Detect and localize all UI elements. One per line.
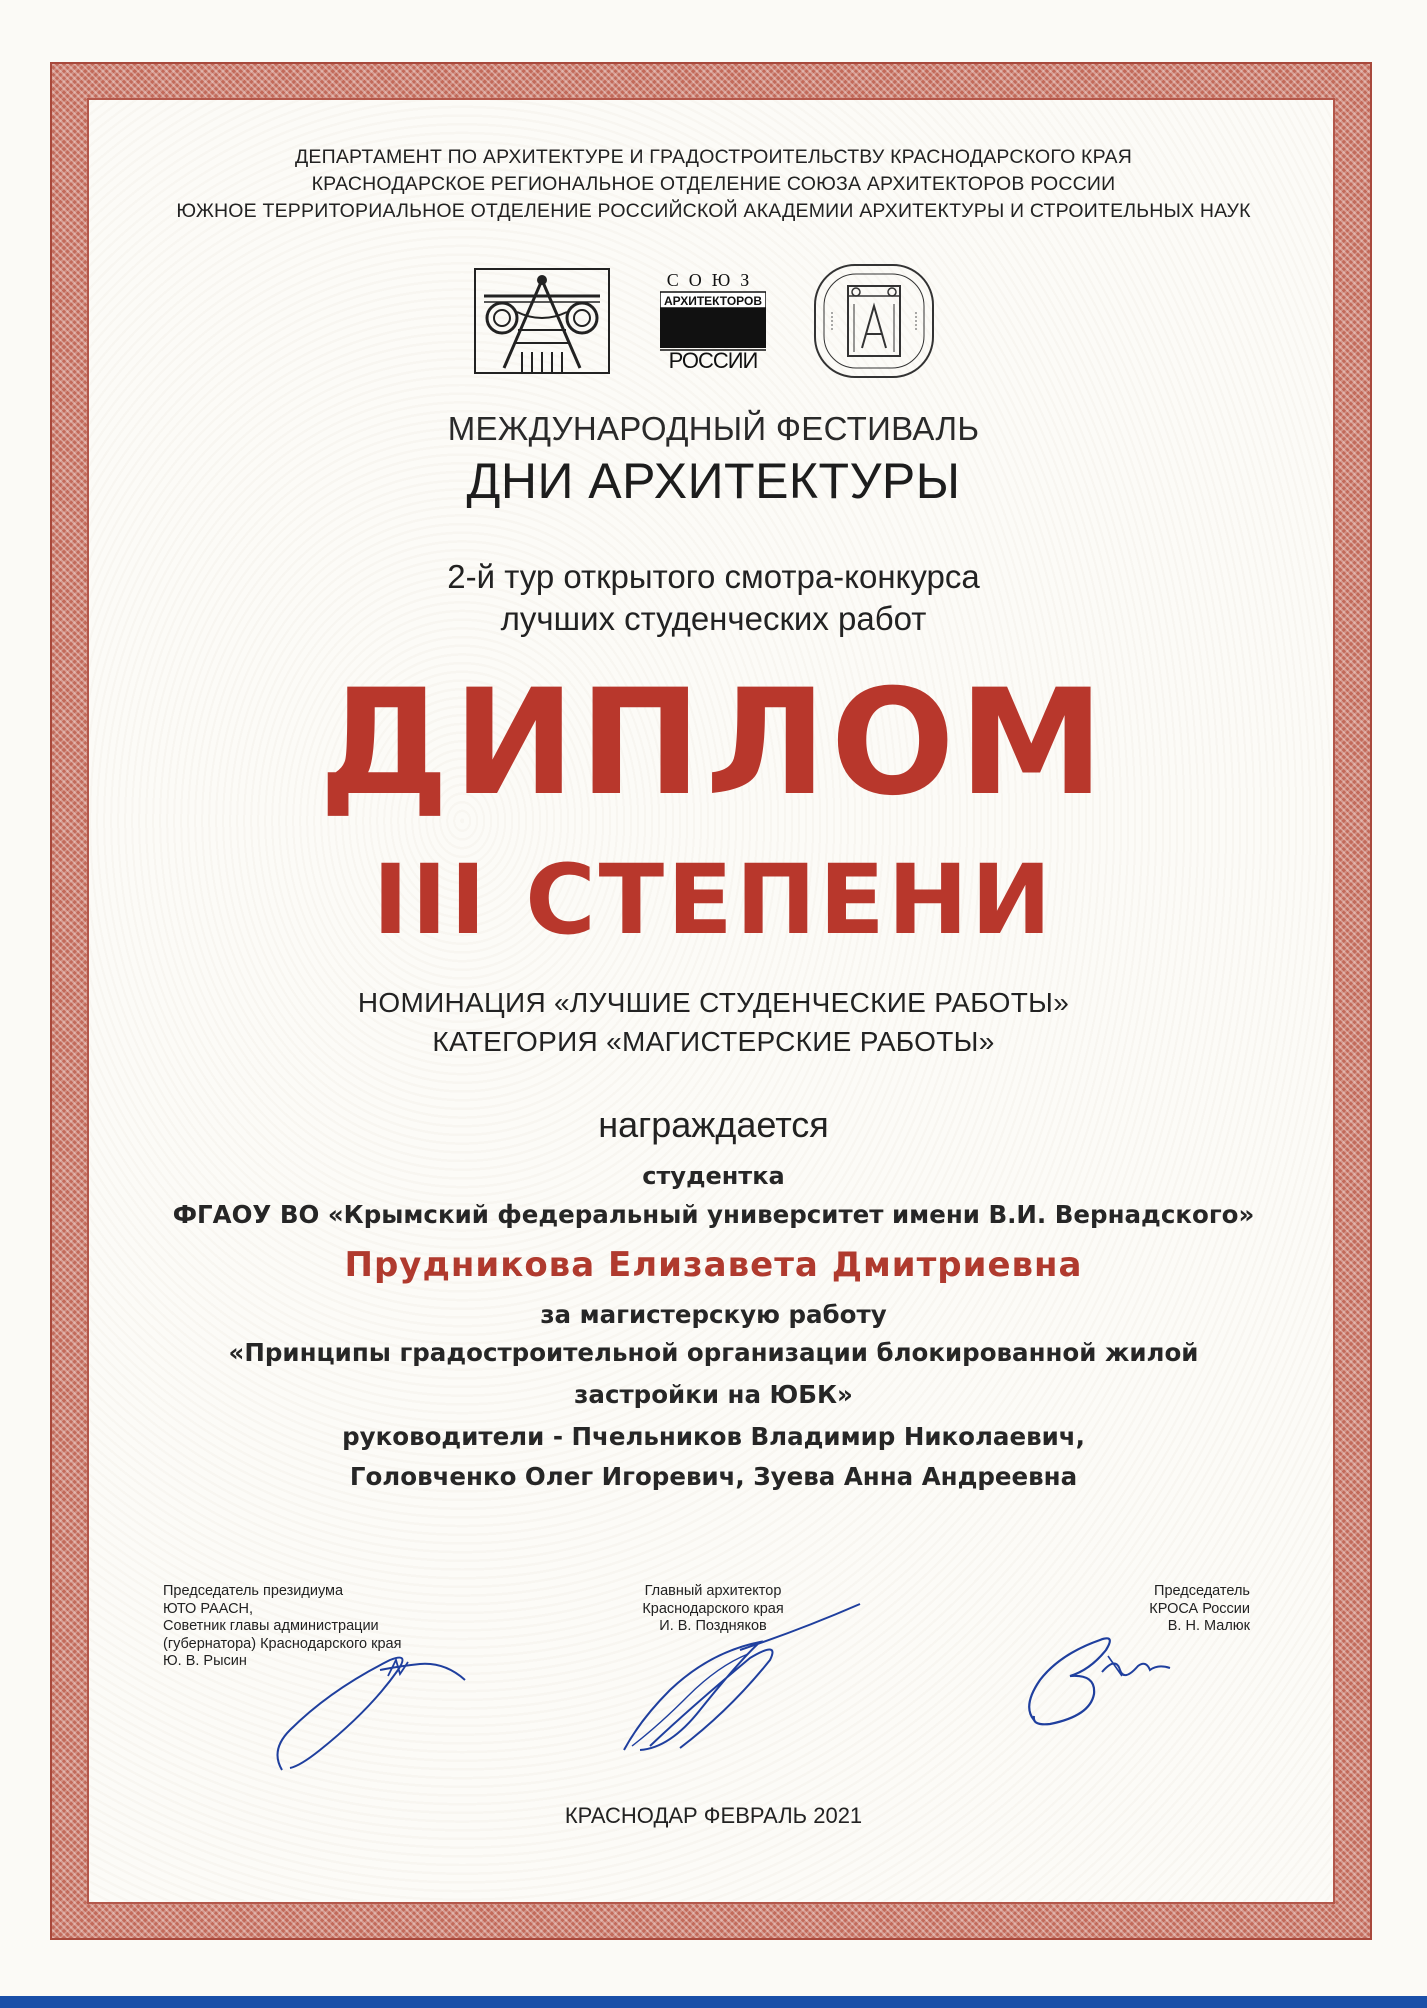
academy-seal-logo — [812, 262, 936, 380]
work-title-line-1: «Принципы градостроительной организации блокированной жилой — [228, 1338, 1199, 1367]
signatory-center-line: Главный архитектор — [644, 1583, 782, 1599]
union-logo-word-3: РОССИИ — [668, 348, 758, 372]
capital-compass-logo — [474, 268, 610, 374]
diploma-title: ДИПЛОМ — [318, 658, 1109, 828]
signatory-left-line: ЮТО РААСН, — [163, 1600, 254, 1617]
institution: ФГАОУ ВО «Крымский федеральный университет имени В.И. Вернадского» — [172, 1200, 1255, 1229]
category-line: КАТЕГОРИЯ «МАГИСТЕРСКИЕ РАБОТЫ» — [432, 1026, 995, 1057]
contest-round-line-2: лучших студенческих работ — [500, 600, 927, 637]
signatory-right-name: В. Н. Малюк — [1167, 1618, 1250, 1634]
recipient-name: Прудникова Елизавета Дмитриевна — [344, 1245, 1083, 1285]
work-type: за магистерскую работу — [540, 1300, 887, 1329]
signatory-center-name: И. В. Поздняков — [659, 1618, 767, 1634]
union-logo-word-1: СОЮЗ — [666, 270, 760, 290]
signature-center — [610, 1600, 870, 1760]
supervisors-line-1: руководители - Пчельников Владимир Николаевич, — [342, 1422, 1085, 1451]
signature-left — [260, 1640, 470, 1780]
nomination-line: НОМИНАЦИЯ «ЛУЧШИЕ СТУДЕНЧЕСКИЕ РАБОТЫ» — [357, 987, 1070, 1018]
signature-right — [1020, 1620, 1200, 1730]
header-line-3: ЮЖНОЕ ТЕРРИТОРИАЛЬНОЕ ОТДЕЛЕНИЕ РОССИЙСКОЙ АКАДЕМИИ АРХИТЕКТУРЫ И СТРОИТЕЛЬНЫХ НАУК — [176, 200, 1251, 222]
signatory-right-line: Председатель — [1154, 1583, 1250, 1599]
festival-title-line-2: ДНИ АРХИТЕКТУРЫ — [466, 453, 961, 509]
supervisors-line-2: Головченко Олег Игоревич, Зуева Анна Андреевна — [349, 1462, 1078, 1491]
header-line-2: КРАСНОДАРСКОЕ РЕГИОНАЛЬНОЕ ОТДЕЛЕНИЕ СОЮЗА АРХИТЕКТОРОВ РОССИИ — [311, 173, 1116, 195]
contest-round-line-1: 2-й тур открытого смотра-конкурса — [447, 558, 980, 595]
work-title-line-2: застройки на ЮБК» — [574, 1380, 853, 1409]
signatory-right-line: КРОСА России — [1149, 1600, 1250, 1617]
awarded-text: награждается — [598, 1104, 829, 1145]
diploma-degree: III СТЕПЕНИ — [372, 844, 1055, 956]
recipient-role: студентка — [642, 1162, 785, 1190]
union-logo-word-2: АРХИТЕКТОРОВ — [663, 294, 763, 308]
union-of-architects-logo — [660, 268, 766, 372]
header-line-1: ДЕПАРТАМЕНТ ПО АРХИТЕКТУРЕ И ГРАДОСТРОИТЕЛЬСТВУ КРАСНОДАРСКОГО КРАЯ — [294, 146, 1133, 168]
signatory-left-line: Председатель президиума — [163, 1583, 344, 1599]
festival-title-line-1: МЕЖДУНАРОДНЫЙ ФЕСТИВАЛЬ — [447, 410, 980, 447]
signatory-center-line: Краснодарского края — [642, 1600, 784, 1617]
signatory-left-line: (губернатора) Краснодарского края — [163, 1635, 402, 1652]
place-and-date: КРАСНОДАР ФЕВРАЛЬ 2021 — [564, 1803, 863, 1828]
signatory-left-name: Ю. В. Рысин — [163, 1653, 247, 1669]
signatory-left-line: Советник главы администрации — [163, 1618, 379, 1634]
